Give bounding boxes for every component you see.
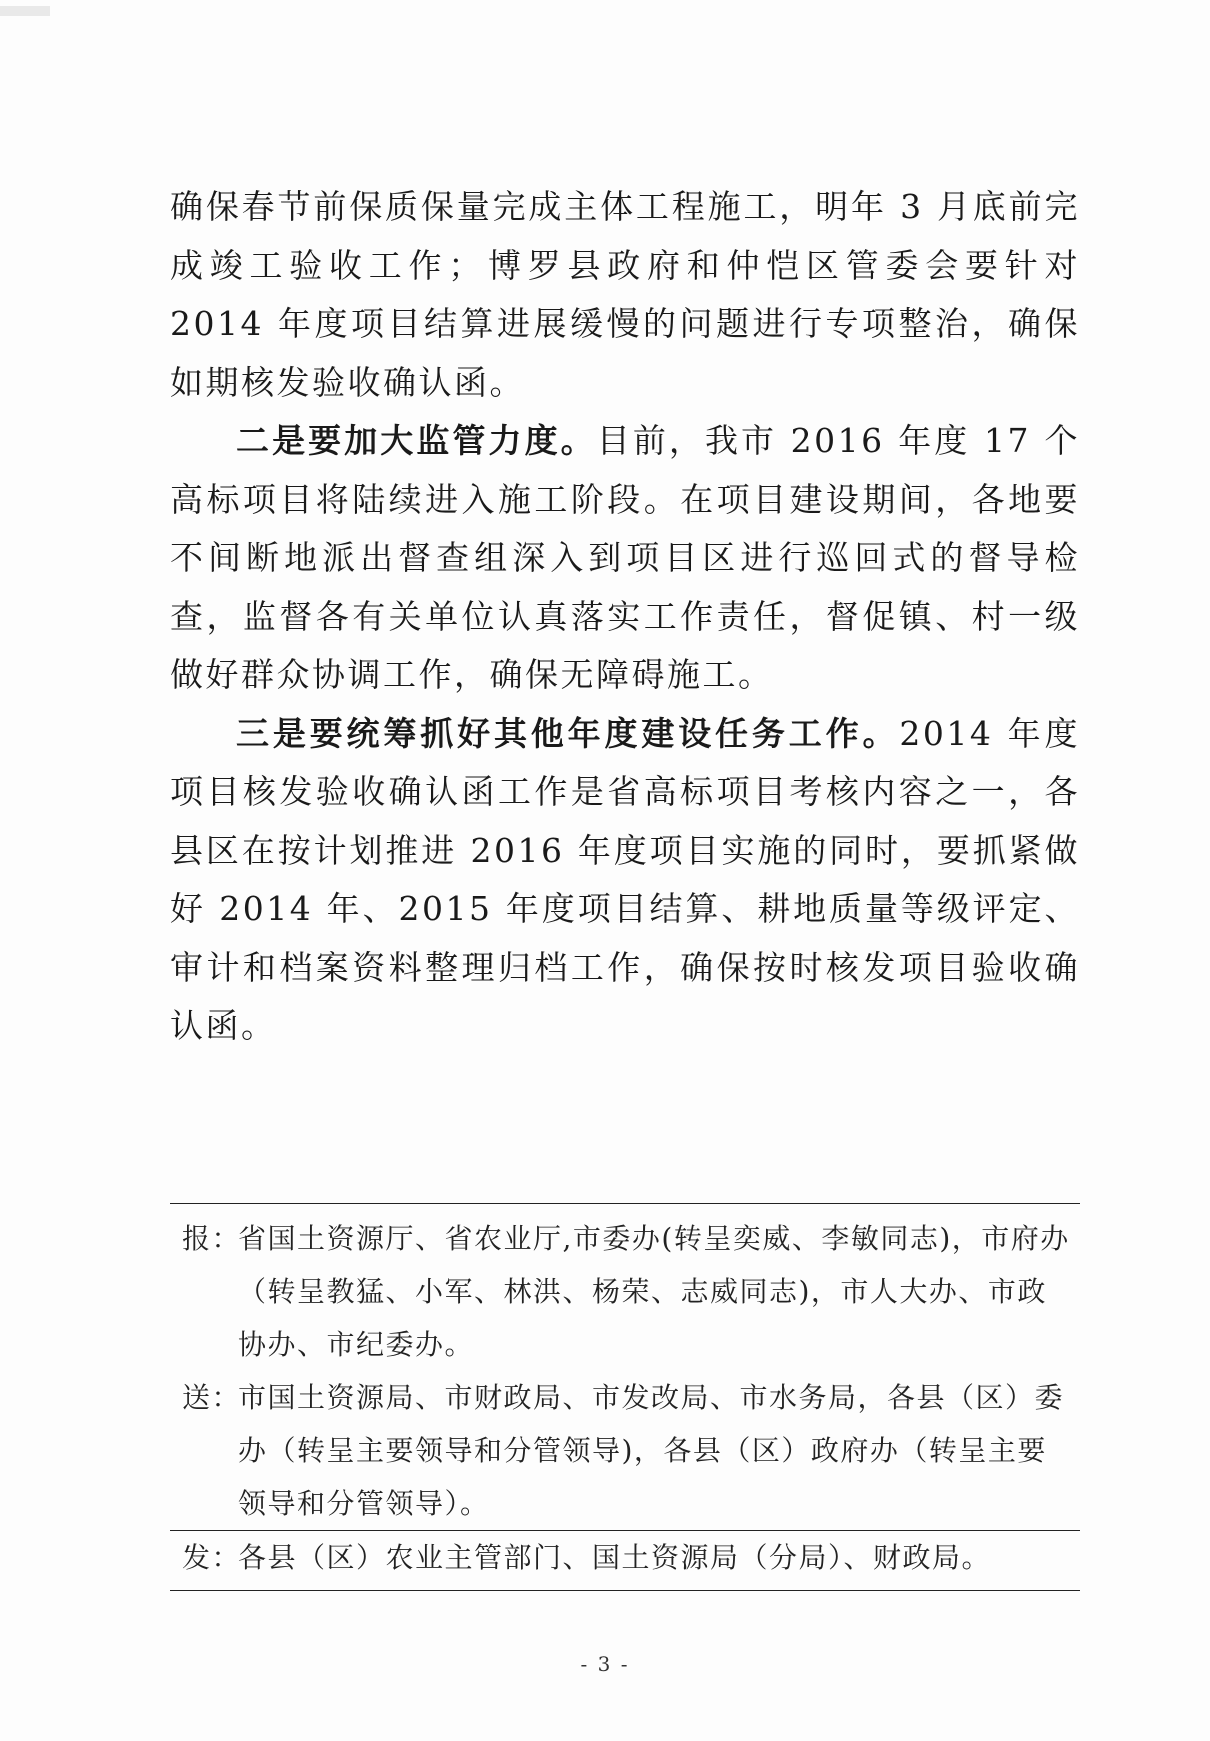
distribution-label: 送： (182, 1381, 242, 1414)
paragraph-coordination (170, 705, 1080, 1056)
page-number: - 3 - (580, 1652, 630, 1676)
scan-artifact (0, 6, 50, 16)
distribution-text: 各县（区）农业主管部门、国土资源局（分局）、财政局。 (238, 1541, 992, 1574)
divider-top (170, 1203, 1080, 1204)
distribution-text: 市国土资源局、市财政局、市发改局、市水务局，各县（区）委办（转呈主要领导和分管领导)，各县（区）政府办（转呈主要领导和分管领导）。 (238, 1381, 1065, 1520)
distribution-text: 省国土资源厅、省农业厅,市委办(转呈奕威、李敏同志)，市府办（转呈教猛、小军、林洪、杨荣、志威同志)，市人大办、市政协办、市纪委办。 (238, 1222, 1070, 1361)
paragraph-lead-heading: 三是要统筹抓好其他年度建设任务工作。 (236, 713, 900, 753)
distribution-label: 发： (182, 1541, 242, 1574)
paragraph-lead-heading: 二是要加大监管力度。 (236, 421, 597, 460)
paragraph-text: 2014 年度项目核发验收确认函工作是省高标项目考核内容之一，各县区在按计划推进 2016 年度项目实施的同时，要抓紧做好 2014 年、2015 年度项目结算、耕地质量等级评定、审计和档案资料整理归档工作，确保按时核发项目验收确认函。 (170, 713, 1081, 1045)
divider-bottom (170, 1590, 1080, 1591)
document-body (170, 178, 1080, 1056)
paragraph-supervision (170, 412, 1080, 705)
distribution-send (170, 1371, 1080, 1530)
distribution-label: 报： (182, 1222, 242, 1255)
distribution-report (170, 1212, 1080, 1371)
paragraph-continuation (170, 178, 1080, 412)
distribution-issue (170, 1531, 1080, 1584)
distribution-list (170, 1203, 1080, 1591)
paragraph-text: 确保春节前保质保量完成主体工程施工，明年 3 月底前完成竣工验收工作；博罗县政府和仲恺区管委会要针对 2014 年度项目结算进展缓慢的问题进行专项整治，确保如期核发验收确认函。 (170, 187, 1080, 402)
paragraph-text: 目前，我市 2016 年度 17 个高标项目将陆续进入施工阶段。在项目建设期间，各地要不间断地派出督查组深入到项目区进行巡回式的督导检查，监督各有关单位认真落实工作责任，督促镇、村一级做好群众协调工作，确保无障碍施工。 (170, 421, 1081, 694)
